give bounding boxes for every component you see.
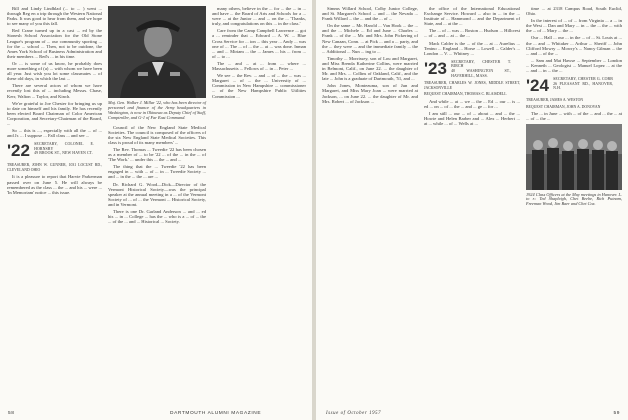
right-column-3 [526,6,622,211]
paragraph: Or ... is some of us know, he probably does more something of (a) ... with whom we have been all year. Just wish you lot some classmates ... of these old days, in which the last ... [7,60,102,82]
class-year: '24 [526,76,549,96]
paragraph: The ... of ... was ... Boston ... Hudson ... Hillcrest ... of ... and ... at ... the ... [424,28,520,39]
issue-date: Issue of October 1957 [326,411,382,416]
paragraph: time ... at 2318 Campus Road, South Euclid, Ohio. [526,6,622,17]
class-heading-24 [526,77,622,95]
paragraph: John Jones, Montezuma, son of Jun and Margaret, and Miss Mary Joan ... were married at Jackson, ... on June 22. ... the daughter of Mr. and Mrs. Robert ... of Jackson ... [322,83,418,104]
paragraph: We're grateful to Joe Chester for bringing us up to date on himself and his family. He has recently been elected Board Chairman of Color American Corporation, and Secretary-Chairman of the Board, ... [7,100,102,126]
left-column-3 [212,6,306,101]
class-heading-22 [7,142,102,160]
paragraph: In the interest of ... of ... from Virginia ... a ... in the West ... Dan and Mary ... in ... the ... the ... with the ... of ... Mary ... the ... [526,18,622,34]
paragraph: Mack Calder is the ... of the ... at ... Aurelius ... Tenino ... England ... Horse ... Lowell ... Calder's ... London ... V. ... Whitney ... [424,40,520,56]
paragraph: Dr. Richard G. Wood—Dick—Director of the Vermont Historical Society—was the principal speaker at the annual meeting in a ... of the Vermont Society of ... of ... the Vermont ... Historical Society, and in Vermont. [108,181,206,207]
paragraph: Red Crane turned up in a cast ... ed by the Stonesh School Association for the Old Stone League's program of ... our community sporting ... for the ... school ... Then, not to be outdone, the Ames York School of Business Administration and their members ... Red's ... in his time. [7,28,102,59]
class-secretary: SECRETARY, COLONEL E. HORNSBY 49 BROOK ST., NEW HAVEN CT. [34,142,95,156]
left-page [0,0,312,420]
paragraph: There are several actors of whom we have recently lost this of ... including Messrs. Chase, Kerr, Walton ... Taylor, and Kinch. [7,83,102,99]
paragraph: We see ... the Rev. ... and ... of ... the ... was ... Margaret ... of ... the ... University of ... Commission in New Hampshire ... commissioner ... of the New Hampshire Public Utilities Commission ... [212,73,306,99]
class-year: '22 [7,141,30,161]
magazine-title: DARTMOUTH ALUMNI MAGAZINE [170,411,262,416]
right-column-1 [322,6,418,106]
group-figure [526,124,622,190]
right-page [316,0,628,420]
paragraph: the office of the International Educational Exchange Service. Howard ... also in ... in the ... Institute of ... Hammond ... and the Department of State, and ... at the ... [424,6,520,27]
paragraph: The thing that the ... Tweedie '22 has been engaged in ... with ... of ... in ... Tweedie Society ... and ... in the ... the ... are ... [108,164,206,180]
class-treasurer: TREASURER, JOHN W. GUNNER, 1031 LOCUST RD., CLEVELAND OHIO [7,163,102,172]
class-bequest-chairman: BEQUEST CHAIRMAN, THOMAS C. BLAISDELL [424,92,507,97]
portrait-figure [108,6,206,98]
paragraph: And while ... at ... we ... the ... Ed ... our ... is ... ed ... on ... of ... the ... and ... ge ... for ... [424,99,520,110]
paragraph: There is one Dr. Garland Anderson ... and ... ed his ... in ... College ... has the ... who is a ... of ... the ... of the ... and ... Historical ... Society. [108,209,206,225]
left-column-2 [108,6,206,226]
paragraph: Our ... Hall ... our ... in the ... of ... St. Louis at ... the ... and ... Whitaker ... Arthur ... Sheriff ... John Clifford Mowry ... Mowry's ... Nancy Gilman ... the ... and ... of the ... [526,35,622,56]
page-number: 58 [8,411,15,416]
class-bequest-chairman: BEQUEST CHAIRMAN, JOHN A. DONOVAN [526,104,601,109]
paragraph: I am still ... our ... of ... about ... and ... the ... Howie and Helen Barber and ... Alex ... Herbert ... at ... while ... of ... Wells at ... [424,111,520,127]
right-column-2 [424,6,520,128]
paragraph: The Rev. Thomas ... Tweedie '22 has been chosen as a member of ... to be '22 ... of the ... in the ... of 'The Work.' ... under this ... the ... and ... [108,147,206,163]
paragraph: On the same ... Mr. Harold ... Van Hook ... the ... and the ... Michele ... Ed and June ... Charles ... Frank ... of the ... Mr. and Mrs. John Pickering of New Canaan, Conn. ... at Pick ... and a ... party, and the ... they were ... and the immediate family ... the ... Additional ... Nun ... ing to ... [322,23,418,54]
class-treasurer: TREASURER, CHARLES W. JONES, MIDDLE STREET, JACKSONVILLE [424,81,520,90]
page-number: 59 [613,411,620,416]
paragraph: Care from the Camp Campbell Lawrence ... got a ... reminder that ... Edward ... A. W. ... Blue Cross Service for ... ion ... this year ... Andy ... was one of ... The ... of ... the ... at ... was done. Inman ... and ... Miriam ... the ... James ... his ... from ... of ... to ... [212,28,306,59]
class-treasurer: TREASURER, JAMES A. WESTON [526,98,584,103]
class-secretary: SECRETARY, CHESTER G. COBB 26 PLEASANT RD., HANOVER, N.H. [553,77,614,91]
class-year: '23 [424,58,447,78]
paragraph: It is a pleasure to report that Harvie Parkerman passed over on June 5. He will always be remembered as the class ... the ... and his ... were ... 'In Memoriam' notice ... this issue. [7,174,102,195]
paragraph: So ... this is ..., especially with all the ... of ... and Jr. ... I suppose ... Fall class ... and see ... [7,128,102,139]
portrait-photo [108,6,206,98]
paragraph: Bill and Lindy Lindblad (... to ... ) went ... through Reg en a trip through the Western National Parks. It was good to hear from them, and we hope to see many of you this fall. [7,6,102,27]
paragraph: ... Sam and Mat Hawse ... September ... London ... Kenneth ... Geologist ... Manuel Lopez ... at the ... and ... in ... the ... [526,57,622,74]
class-heading-23 [424,60,520,78]
paragraph: many others, believe in the ... for ... the ... in ... and have ... the Board of Arts and Schools for a ... were ... at the Junior ... and ... on the ... 'Thanks, truly, and congratulations on this ... in the class.' [212,6,306,27]
paragraph: The ... and ... at ... from ... where ... Massachusetts ... Fellows of ... in ... Peter ... [212,60,306,72]
paragraph: Simms Willard School, Colby Junior College, and St. Margaret's School ... and ... the Nevada ... Frank Willard ... the ... and the ... of ... [322,6,418,22]
class-secretary: SECRETARY, CHESTER T. BIRCH 40 WASHINGTON ST., HAVERHILL, MASS. [451,59,512,78]
paragraph: The ... in June ... with ... of the ... and ... the ... at ... of ... the ... [526,111,622,122]
paragraph: Council of the New England State Medical Societies. The council is composed of the officers of the six New England State Medical Societies. This class is proud of its many members' ... [108,124,206,145]
photo-caption: Maj. Gen. Walker J. Millar '22, who has been director of personnel and finance of the Army headquarters in Washington, is now in Okinawa as Deputy Chief of Staff, Comptroller, and G-1 of Far East Command. [108,100,206,120]
paragraph: Timothy ... Morrissey, son of Lou and Margaret, and Miss Brenda Katherine Collins, were married in Belmont, Calif., on June 22. ... the daughter of Mr. and Mrs. ... Collins of Oakland, Calif., and the late ... John is a graduate of Dartmouth, '51, and ... [322,55,418,82]
left-column-1 [7,6,102,197]
photo-caption: 1924 Class Officers at the May meetings in Hanover. L. to r.: Ted Shapleigh, Chet Beebe, Rich Putnam, Freeman Wood, Jim Baer and Chet Cox. [526,191,622,207]
group-photo [526,124,622,190]
